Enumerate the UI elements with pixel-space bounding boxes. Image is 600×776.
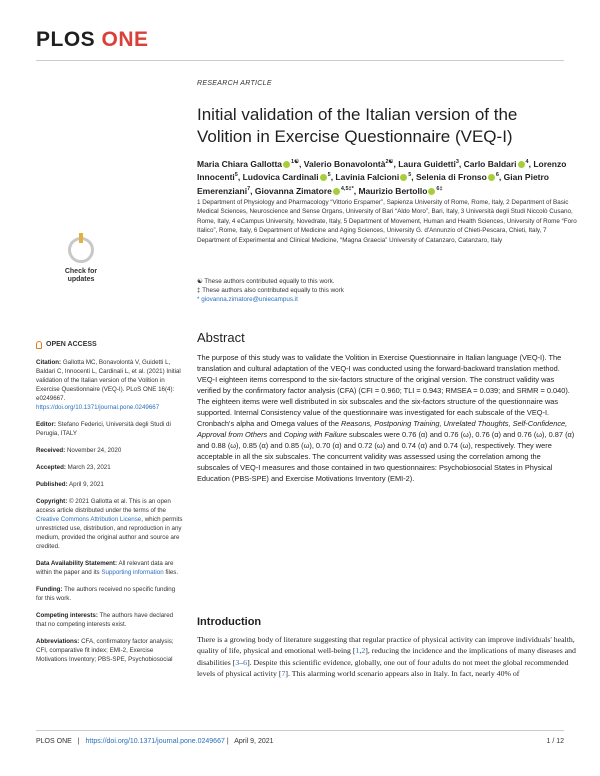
copyright-block: Copyright: © 2021 Gallotta et al. This is an open access article distributed under the terms of the Creative Commons Attribution License, which permits unrestricted use, distribution, and reproduction in any medium, provided the original author and source are credited. bbox=[36, 498, 183, 550]
page-number: 1 / 12 bbox=[546, 738, 564, 745]
author-affil: 1☯ bbox=[291, 159, 300, 165]
author-name[interactable]: Lavinia Falcioni bbox=[335, 172, 400, 183]
article-title: Initial validation of the Italian version of the Volition in Exercise Questionnaire (VEQ-I) bbox=[197, 105, 518, 146]
competing-interests-block: Competing interests: The authors have declared that no competing interests exist. bbox=[36, 612, 174, 628]
reference-link[interactable]: 7 bbox=[281, 669, 286, 679]
supporting-info-link[interactable]: Supporting information bbox=[101, 569, 164, 576]
author-name[interactable]: Gian Pietro Emerenziani bbox=[197, 172, 549, 196]
author-name[interactable]: Ludovica Cardinali bbox=[242, 172, 319, 183]
author-name[interactable]: Laura Guidetti bbox=[398, 158, 456, 169]
author-affil: 6 bbox=[495, 172, 499, 179]
reference-link[interactable]: 3 bbox=[235, 657, 240, 667]
footer-journal: PLOS ONE bbox=[36, 738, 72, 745]
reference-link[interactable]: 2 bbox=[361, 646, 366, 656]
citation-doi-link[interactable]: https://doi.org/10.1371/journal.pone.0249667 bbox=[36, 404, 160, 411]
affiliations: 1 Department of Physiology and Pharmacology “Vittorio Erspamer”, Sapienza University of Rome, Rome, Italy, 2 Department of Basic Medical Sciences, Neuroscience and Sense Organs, University of Bari “Aldo Moro”, Bari, Italy, 3 Università degli Studi Niccolò Cusano, Rome, Italy, 4 eCampus University, Novedrate, Italy, 5 Department of Movement, Human and Health Sciences, University of Rome “Foro Italico”, Rome, Italy, 6 Department of Medicine and Aging Sciences, University G. d'Annunzio of Chieti-Pescara, Chieti, Italy, 7 Department of Experimental and Clinical Medicine, “Magna Graecia” University of Catanzaro, Catanzaro, Italy bbox=[197, 199, 577, 244]
reference-link[interactable]: 1 bbox=[355, 646, 360, 656]
author-affil: 4 bbox=[525, 159, 529, 165]
check-updates-label: Check for updates bbox=[64, 268, 98, 283]
author-name[interactable]: Maria Chiara Gallotta bbox=[197, 158, 283, 169]
reference-link[interactable]: 6 bbox=[243, 657, 248, 667]
orcid-icon[interactable] bbox=[320, 174, 327, 181]
author-name[interactable]: Lorenzo Innocenti bbox=[197, 158, 567, 183]
orcid-icon[interactable] bbox=[488, 174, 495, 181]
orcid-icon[interactable] bbox=[400, 174, 407, 181]
footer-doi-link[interactable]: https://doi.org/10.1371/journal.pone.0249667 bbox=[85, 738, 225, 745]
author-affil: 2☯ bbox=[385, 159, 394, 165]
logo-one: ONE bbox=[101, 28, 149, 51]
introduction-heading: Introduction bbox=[197, 616, 262, 628]
author-affil: 5 bbox=[408, 172, 412, 179]
page-footer: PLOS ONE | https://doi.org/10.1371/journal.pone.0249667 | April 9, 2021 1 / 12 bbox=[36, 738, 564, 745]
author-name[interactable]: Carlo Baldari bbox=[463, 158, 517, 169]
author-affil: 7 bbox=[247, 185, 251, 192]
author-affil: 4,5‡* bbox=[340, 185, 354, 192]
citation-block: Citation: Gallotta MC, Bonavolontà V, Guidetti L, Baldari C, Innocenti L, Cardinali L, et al. (2021) Initial validation of the Italian version of the Volition in Exercise Questionnaire (VEQ-I). PLoS ONE 16(4): e0249667. https://doi.org/10.1371/journal.pone.0249667 bbox=[36, 359, 181, 411]
abstract-body: The purpose of this study was to validate the Volition in Exercise Questionnaire in Italian language (VEQ-I). The translation and cultural adaptation of the VEQ-I was conducted using the forward-backward translation method. VEQ-I eighteen items correspond to the six-factors structure of the original version. The construct validity was verified by the confirmatory factor analysis (CFA) (CFI = 0.960; TLI = 0.943; RMSEA = 0.039; and SRMR = 0.040). The eighteen items were well distributed in six subscales and the six-factors structure of the questionnaire was supported. Internal Consistency value of the questionnaire was investigated for each subscale of the VEQ-I. Cronbach's alpha and Omega values of the Reasons, Postponing Training, Unrelated Thoughts, Self-Confidence, Approval from Others and Coping with Failure subscales were 0.76 (α) and 0.76 (ω), 0.76 (α) and 0.76 (ω), 0.87 (α) and 0.88 (ω), 0.85 (α) and 0.85 (ω), 0.70 (α) and 0.72 (ω) and 0.74 (α) and 0.74 (ω), respectively. They were acceptable in all the six subscales. The concurrent validity was assessed using the correlation among the subscales of VEQ-I measures and those contained in two questionnaires: Psychobiosocial States in Physical Education (PBS-SPE) and Exercise Motivations Inventory (EMI-2). bbox=[197, 353, 575, 483]
author-affil: 5 bbox=[327, 172, 331, 179]
orcid-icon[interactable] bbox=[283, 161, 290, 168]
author-affil: 5 bbox=[234, 172, 238, 179]
header-divider bbox=[36, 60, 564, 61]
footer-date: April 9, 2021 bbox=[234, 738, 274, 745]
corresponding-email-link[interactable]: * giovanna.zimatore@uniecampus.it bbox=[197, 295, 298, 303]
author-affil: 6‡ bbox=[436, 185, 443, 192]
also-equal-note: ‡ These authors also contributed equally to this work bbox=[197, 286, 344, 294]
license-link[interactable]: Creative Commons Attribution License bbox=[36, 516, 142, 523]
open-access-label: OPEN ACCESS bbox=[46, 341, 97, 348]
orcid-icon[interactable] bbox=[518, 161, 525, 168]
author-notes bbox=[197, 278, 577, 304]
author-name[interactable]: Giovanna Zimatore bbox=[254, 185, 332, 196]
author-name[interactable]: Maurizio Bertollo bbox=[358, 185, 428, 196]
data-availability-block: Data Availability Statement: All relevant data are within the paper and its Supporting information files. bbox=[36, 560, 179, 576]
author-list: Maria Chiara Gallotta $^{1☯}$, Valerio Bonavolontà$^{2☯}$, Laura Guidetti$^3$, Carlo Baldari $^4$, Lorenzo Innocenti$^5$, Ludovica Cardinali $^5$, Lavinia Falcioni $^5$, Selenia di Fronso $^6$, Gian Pietro Emerenziani$^7$, Giovanna Zimatore $^{4,5\ddagger*}$, Maurizio Bertollo $^{6\ddagger}$ bbox=[197, 158, 567, 196]
author-name[interactable]: Selenia di Fronso bbox=[416, 172, 487, 183]
funding-block: Funding: The authors received no specific funding for this work. bbox=[36, 586, 176, 602]
journal-logo[interactable] bbox=[36, 28, 149, 52]
orcid-icon[interactable] bbox=[428, 188, 435, 195]
editor-block: Editor: Stefano Federici, Università degli Studi di Perugia, ITALY bbox=[36, 421, 171, 437]
published-block: Published: April 9, 2021 bbox=[36, 481, 104, 488]
author-affil: 3 bbox=[455, 159, 459, 165]
author-name[interactable]: Valerio Bonavolontà bbox=[303, 158, 386, 169]
introduction-body: There is a growing body of literature suggesting that regular practice of physical activity can improve individuals' health, quality of life, physical and emotional well-being [1,2], reducing the incidence and the implications of many diseases and disabilities [3–6]. Despite this scientific evidence, globally, one out of four adults do not meet the global recommended levels of physical activity [7]. This alarming world scenario appears also in Italy. In fact, nearly 40% of bbox=[197, 635, 576, 679]
abbreviations-block: Abbreviations: CFA, confirmatory factor analysis; CFI, comparative fit index; EMI-2, Exercise Motivations Inventory; PBS-SPE, Psychobiosocial bbox=[36, 638, 174, 663]
footer-divider bbox=[36, 730, 564, 731]
article-type: RESEARCH ARTICLE bbox=[197, 80, 272, 87]
received-block: Received: November 24, 2020 bbox=[36, 447, 122, 454]
orcid-icon[interactable] bbox=[333, 188, 340, 195]
logo-plos: PLOS bbox=[36, 28, 96, 51]
open-access-badge[interactable] bbox=[36, 340, 184, 349]
open-lock-icon bbox=[36, 341, 42, 349]
check-for-updates-badge[interactable] bbox=[56, 235, 106, 290]
equal-contribution-note: ☯ These authors contributed equally to this work. bbox=[197, 278, 335, 285]
article-info-sidebar bbox=[36, 340, 184, 672]
abstract-heading: Abstract bbox=[197, 330, 245, 345]
accepted-block: Accepted: March 23, 2021 bbox=[36, 464, 111, 471]
